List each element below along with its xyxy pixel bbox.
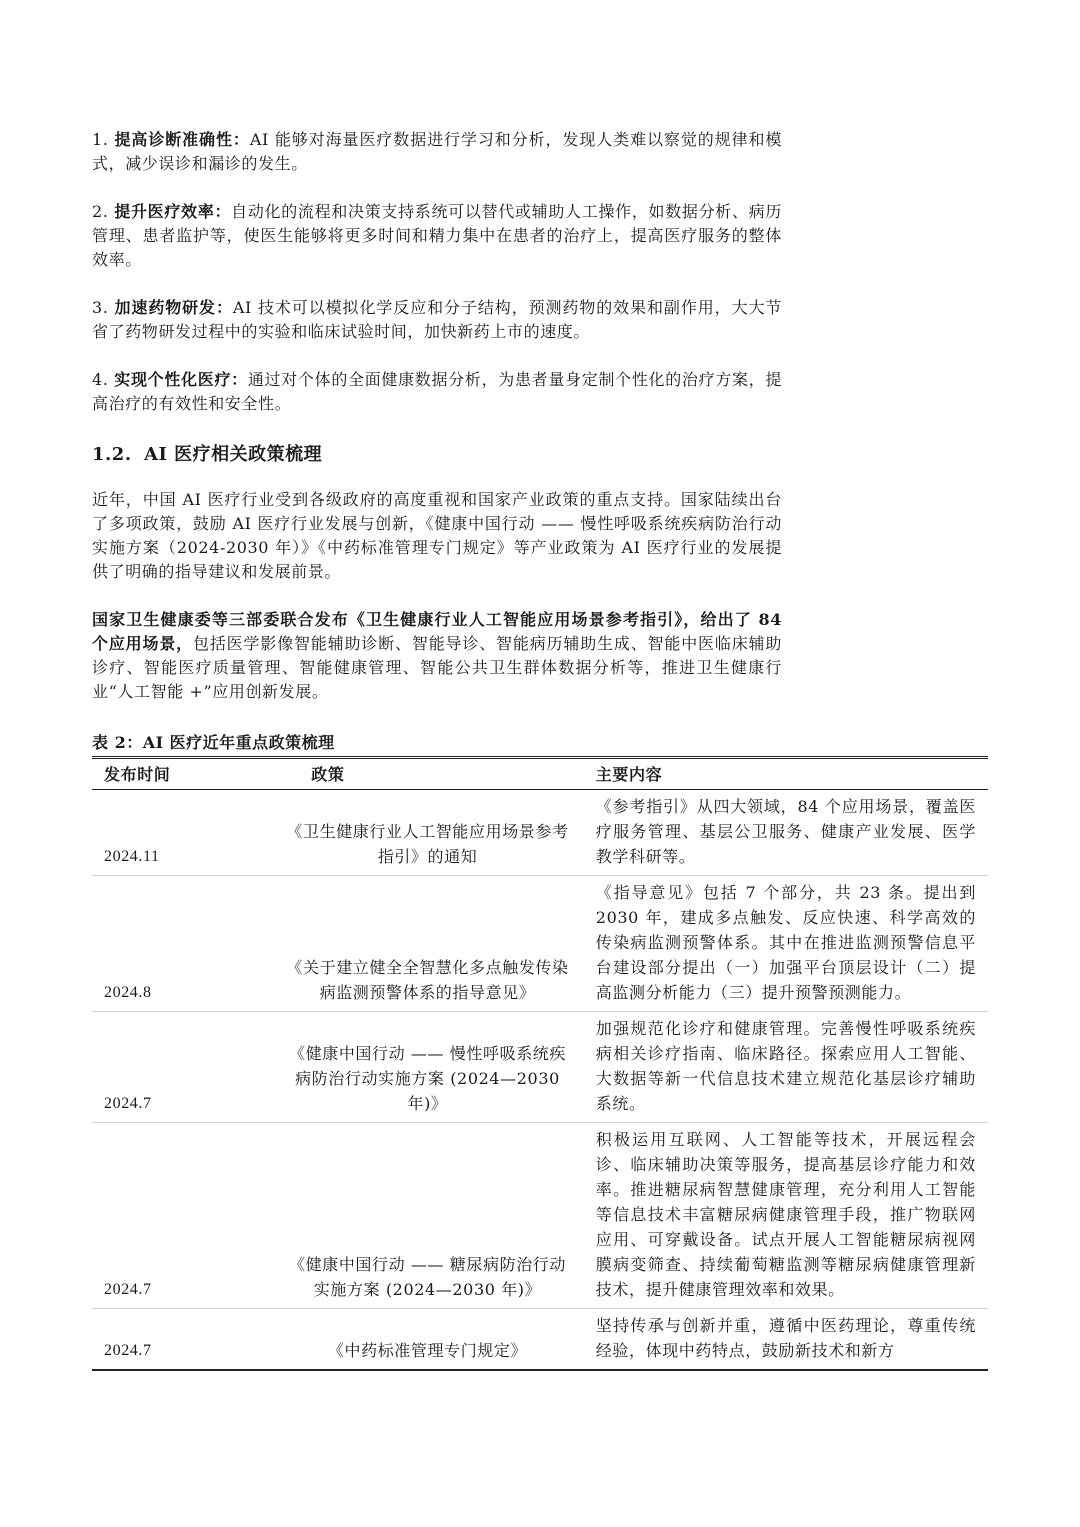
- highlight-bold-text: 国家卫生健康委等三部委联合发布《卫生健康行业人工智能应用场景参考指引》，给出了 84 个应用场景，: [92, 610, 782, 653]
- section-heading: [92, 440, 322, 466]
- table-row: [92, 1123, 988, 1309]
- row-content: 加强规范化诊疗和健康管理。完善慢性呼吸系统疾病相关诊疗指南、临床路径。探索应用人工智能、大数据等新一代信息技术建立规范化基层诊疗辅助系统。: [584, 1012, 988, 1123]
- section-title: AI 医疗相关政策梳理: [144, 444, 323, 465]
- table-row: [92, 876, 988, 1012]
- table-caption: 表 2：AI 医疗近年重点政策梳理: [92, 733, 335, 752]
- benefit-item-2: 2. 提升医疗效率：自动化的流程和决策支持系统可以替代或辅助人工操作，如数据分析、病历管理、患者监护等，使医生能够将更多时间和精力集中在患者的治疗上，提高医疗服务的整体效率。: [92, 202, 782, 269]
- table-row: [92, 1309, 988, 1371]
- row-policy: 《关于建立健全全智慧化多点触发传染病监测预警体系的指导意见》: [271, 876, 584, 1012]
- row-date: 2024.8: [92, 876, 271, 1012]
- header-date: 发布时间: [92, 758, 271, 790]
- row-content: 《指导意见》包括 7 个部分，共 23 条。提出到 2030 年，建成多点触发、反应快速、科学高效的传染病监测预警体系。其中在推进监测预警信息平台建设部分提出（一）加强平台顶层设计（二）提高监测分析能力（三）提升预警预测能力。: [584, 876, 988, 1012]
- table-header-row: [92, 758, 988, 790]
- benefit-label: 提升医疗效率: [114, 202, 215, 221]
- row-date: 2024.7: [92, 1123, 271, 1309]
- benefit-item-3: 3. 加速药物研发：AI 技术可以模拟化学反应和分子结构，预测药物的效果和副作用，大大节省了药物研发过程中的实验和临床试验时间，加快新药上市的速度。: [92, 298, 783, 341]
- row-policy: 《健康中国行动 —— 糖尿病防治行动实施方案 (2024—2030 年)》: [271, 1123, 584, 1309]
- section-number: 1.2.: [92, 444, 132, 465]
- row-policy: 《卫生健康行业人工智能应用场景参考指引》的通知: [271, 790, 584, 876]
- header-content: 主要内容: [584, 758, 988, 790]
- row-content: 《参考指引》从四大领域，84 个应用场景，覆盖医疗服务管理、基层公卫服务、健康产业发展、医学教学科研等。: [584, 790, 988, 876]
- table-row: [92, 790, 988, 876]
- benefit-label: 提高诊断准确性: [114, 130, 233, 149]
- row-date: 2024.7: [92, 1012, 271, 1123]
- row-content: 坚持传承与创新并重，遵循中医药理论，尊重传统经验，体现中药特点，鼓励新技术和新方: [584, 1309, 988, 1371]
- row-policy: 《中药标准管理专门规定》: [271, 1309, 584, 1371]
- row-content: 积极运用互联网、人工智能等技术，开展远程会诊、临床辅助决策等服务，提高基层诊疗能力和效率。推进糖尿病智慧健康管理，充分利用人工智能等信息技术丰富糖尿病健康管理手段，推广物联网应用、可穿戴设备。试点开展人工智能糖尿病视网膜病变筛查、持续葡萄糖监测等糖尿病健康管理新技术，提升健康管理效率和效果。: [584, 1123, 988, 1309]
- row-date: 2024.7: [92, 1309, 271, 1371]
- table-row: [92, 1012, 988, 1123]
- policy-table: [92, 756, 988, 1371]
- benefit-label: 加速药物研发: [114, 298, 216, 317]
- benefit-item-4: 4. 实现个性化医疗：通过对个体的全面健康数据分析，为患者量身定制个性化的治疗方案，提高治疗的有效性和安全性。: [92, 370, 783, 413]
- row-policy: 《健康中国行动 —— 慢性呼吸系统疾病防治行动实施方案 (2024—2030 年)》: [271, 1012, 584, 1123]
- highlight-paragraph: [92, 608, 782, 704]
- header-policy: 政策: [271, 758, 584, 790]
- benefit-item-1: 1. 提高诊断准确性：AI 能够对海量医疗数据进行学习和分析，发现人类难以察觉的规律和模式，减少误诊和漏诊的发生。: [92, 130, 783, 173]
- highlight-normal-text: 包括医学影像智能辅助诊断、智能导诊、智能病历辅助生成、智能中医临床辅助诊疗、智能医疗质量管理、智能健康管理、智能公共卫生群体数据分析等，推进卫生健康行业“人工智能 +”应用创新发展。: [92, 634, 782, 701]
- benefit-label: 实现个性化医疗: [114, 370, 232, 389]
- intro-paragraph: 近年，中国 AI 医疗行业受到各级政府的高度重视和国家产业政策的重点支持。国家陆续出台了多项政策，鼓励 AI 医疗行业发展与创新，《健康中国行动 —— 慢性呼吸系统疾病防治行动实施方案（2024-2030 年）》《中药标准管理专门规定》等产业政策为 AI 医疗行业的发展提供了明确的指导建议和发展前景。: [92, 490, 782, 581]
- row-date: 2024.11: [92, 790, 271, 876]
